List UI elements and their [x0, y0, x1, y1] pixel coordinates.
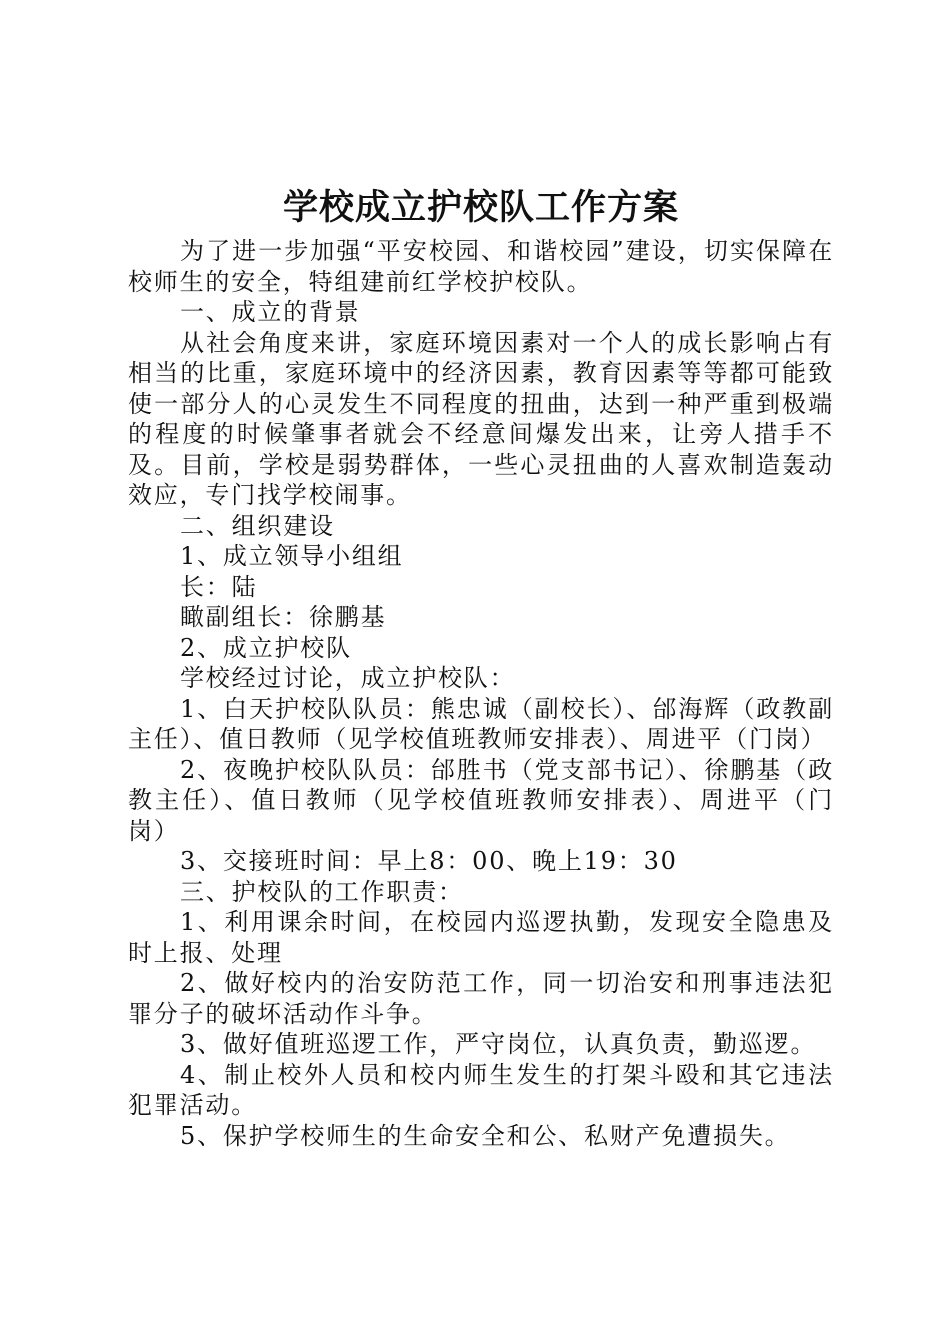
paragraph-leader: 长：陆: [180, 572, 258, 601]
document-title: 学校成立护校队工作方案: [282, 188, 679, 228]
paragraph-duty-3: 3、做好值班巡逻工作，严守岗位，认真负责，勤巡逻。: [180, 1030, 817, 1058]
paragraph-duty-4: 4、制止校外人员和校内师生发生的打架斗殴和其它违法犯罪活动。: [128, 1060, 834, 1119]
heading-background: 一、成立的背景: [180, 298, 361, 326]
paragraph-duty-2: 2、做好校内的治安防范工作，同一切治安和刑事违法犯罪分子的破坏活动作斗争。: [128, 969, 834, 1028]
document-page: [128, 180, 834, 1151]
heading-duties: 三、护校队的工作职责：: [180, 877, 464, 906]
paragraph-duty-1: 1、利用课余时间，在校园内巡逻执勤，发现安全隐患及时上报、处理: [128, 908, 834, 967]
paragraph-establish-team: 2、成立护校队: [180, 633, 352, 662]
paragraph-deputy-leader: 瞰副组长：徐鹏基: [180, 603, 387, 631]
paragraph-discussion: 学校经过讨论，成立护校队：: [180, 664, 516, 692]
paragraph-intro: 为了进一步加强“平安校园、和谐校园”建设，切实保障在校师生的安全，特组建前红学校护校队。: [128, 237, 834, 296]
paragraph-leadership-group: 1、成立领导小组组: [180, 542, 404, 570]
paragraph-day-team: 1、白天护校队队员：熊忠诚（副校长）、邰海辉（政教副主任）、值日教师（见学校值班教师安排表）、周进平（门岗）: [128, 694, 834, 753]
heading-organization: 二、组织建设: [180, 511, 335, 540]
paragraph-duty-5: 5、保护学校师生的生命安全和公、私财产免遭损失。: [180, 1121, 791, 1150]
paragraph-night-team: 2、夜晚护校队队员：邰胜书（党支部书记）、徐鹏基（政教主任）、值日教师（见学校值班教师安排表）、周进平（门岗）: [128, 755, 834, 845]
paragraph-background: 从社会角度来讲，家庭环境因素对一个人的成长影响占有相当的比重，家庭环境中的经济因素，教育因素等等都可能致使一部分人的心灵发生不同程度的扭曲，达到一种严重到极端的程度的时候肇事者就会不经意间爆发出来，让旁人措手不及。目前，学校是弱势群体，一些心灵扭曲的人喜欢制造轰动效应，专门找学校闹事。: [128, 328, 834, 509]
paragraph-shift-time: 3、交接班时间：早上8：00、晚上19：30: [180, 847, 678, 875]
